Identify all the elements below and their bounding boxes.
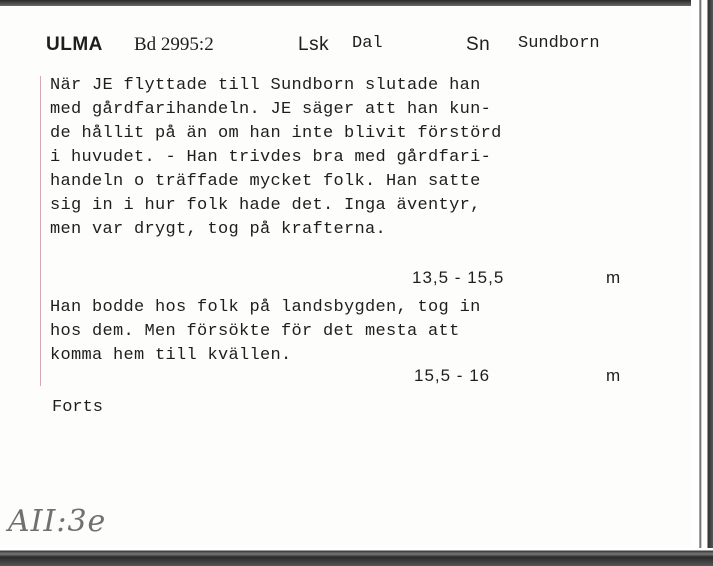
text-line: de hållit på än om han inte blivit förstörd [50, 124, 502, 143]
text-line: Han bodde hos folk på landsbygden, tog in [50, 298, 481, 317]
text-line: men var drygt, tog på krafterna. [50, 220, 387, 239]
text-line: handeln o träffade mycket folk. Han satte [50, 172, 481, 191]
card-header [46, 34, 673, 60]
sn-value: Sundborn [518, 34, 600, 53]
margin-line [40, 76, 41, 386]
text-line: i huvudet. - Han trivdes bra med gårdfari- [50, 148, 492, 167]
archive-name: ULMA [46, 34, 103, 55]
text-line: sig in i hur folk hade det. Inga äventyr, [50, 196, 481, 215]
lsk-value: Dal [352, 34, 383, 53]
volume-number: Bd 2995:2 [134, 34, 214, 55]
card-bottom-edge [0, 548, 713, 566]
continued-label: Forts [52, 398, 104, 417]
card-right-edge [691, 0, 713, 566]
text-line: med gårdfarihandeln. JE säger att han kun- [50, 100, 492, 119]
sn-label: Sn [466, 34, 491, 55]
text-line: hos dem. Men försökte för det mesta att [50, 322, 460, 341]
text-line: När JE flyttade till Sundborn slutade han [50, 76, 481, 95]
measurement-range-1: 13,5 - 15,5 [412, 268, 505, 287]
measurement-unit-1: m [606, 268, 622, 287]
measurement-range-2: 15,5 - 16 [414, 366, 491, 385]
text-line: komma hem till kvällen. [50, 346, 292, 365]
card-top-edge [0, 0, 713, 6]
lsk-label: Lsk [298, 34, 330, 55]
handwritten-archive-code: AII:3e [8, 504, 107, 539]
measurement-unit-2: m [606, 366, 622, 385]
